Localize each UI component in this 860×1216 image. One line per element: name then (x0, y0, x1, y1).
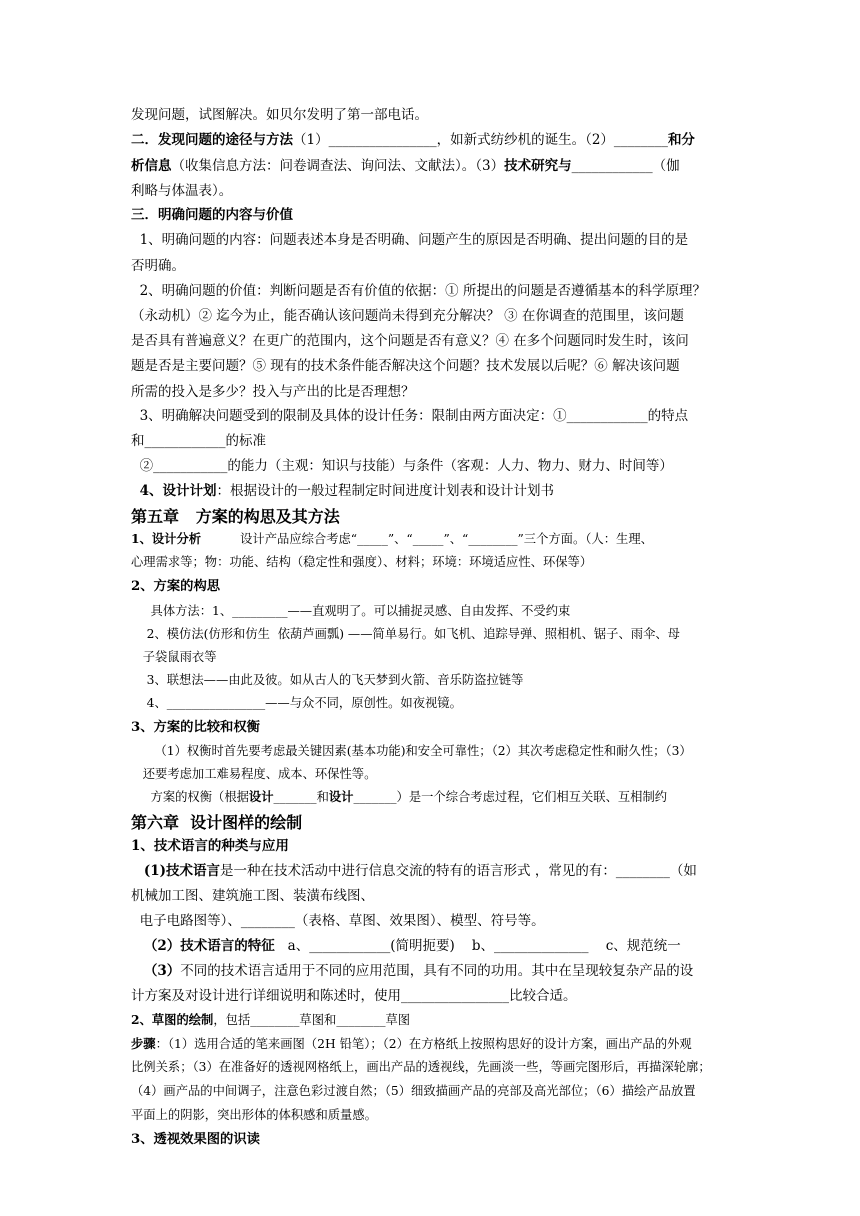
text-run: 电子电路图等）、________（表格、草图、效果图）、模型、符号等。 (131, 913, 545, 929)
text-line (131, 865, 697, 879)
text-run: 发现问题，试图解决。如贝尔发明了第一部电话。 (131, 107, 428, 123)
bold-text: 步骤 (131, 1036, 156, 1051)
text-line (131, 628, 680, 640)
text-line (131, 460, 673, 474)
text-line (131, 674, 523, 686)
bold-text: 二．发现问题的途径与方法 (131, 132, 293, 148)
text-run: 是一种在技术活动中进行信息交流的特有的语言形式 ，常见的有：________（如 (220, 863, 697, 879)
text-line (131, 1085, 696, 1097)
text-line (131, 185, 232, 199)
text-run: 设计产品应综合考虑“_____”、“_____”、“________”三个方面。（人：生理、 (201, 532, 653, 546)
text-run: 2、模仿法(仿形和仿生 依葫芦画瓢) ——简单易行。如飞机、追踪导弹、照相机、锯子、雨伞、母 (131, 627, 680, 641)
text-line (131, 386, 415, 400)
text-run: 4、________________——与众不同，原创性。如夜视镜。 (131, 696, 462, 710)
text-run: 比例关系；（3）在准备好的透视网格纸上，画出产品的透视线，先画淡一些，等画完图形后，再描深轮廓； (131, 1060, 711, 1074)
bold-text: （2）技术语言的特征 (143, 938, 275, 954)
text-line (131, 260, 185, 274)
text-run: 3、透视效果图的识读 (131, 1132, 260, 1147)
bold-text: （3） (143, 963, 181, 979)
text-line (131, 435, 266, 449)
section-heading (131, 721, 260, 734)
text-line (131, 791, 667, 803)
section-heading (131, 509, 340, 525)
text-run: （1）权衡时首先要考虑最关键因素(基本功能)和安全可靠性；（2）其次考虑稳定性和耐久性；（3） (131, 744, 692, 758)
text-run: 3、联想法——由此及彼。如从古人的飞天梦到火箭、音乐防盗拉链等 (131, 673, 524, 687)
text-run: 和____________的标准 (131, 433, 266, 449)
text-line (131, 234, 688, 248)
text-run: ②___________的能力（主观：知识与技能）与条件（客观：人力、物力、财力、时间等） (131, 458, 673, 474)
text-run: （收集信息方法：问卷调查法、询问法、文献法）。（3） (171, 158, 505, 174)
bold-text: 4、设计计划 (139, 483, 217, 499)
text-run: 3、方案的比较和权衡 (131, 720, 260, 735)
text-run (131, 483, 140, 499)
text-line (131, 556, 592, 568)
bold-text: 和分 (667, 132, 695, 148)
text-line (131, 533, 653, 545)
text-line (131, 1109, 377, 1121)
text-line (131, 697, 462, 709)
text-run: _______）是一个综合考虑过程，它们相互关联、互相制约 (353, 790, 668, 804)
text-run: （4）画产品的中间调子，注意色彩过渡自然；（5）细致描画产品的亮部及高光部位；（6）描绘产品放置 (131, 1084, 696, 1098)
text-run (131, 938, 144, 954)
text-line (131, 285, 706, 299)
text-run: 题是否是主要问题？⑤ 现有的技术条件能否解决这个问题？技术发展以后呢？⑥ 解决该问题 (131, 358, 680, 374)
text-run: （1）________________，如新式纺纱机的诞生。（2）________ (293, 132, 668, 148)
text-run: 机械加工图、建筑施工图、装潢布线图、 (131, 888, 374, 904)
text-run: 3、明确解决问题受到的限制及具体的设计任务：限制由两方面决定：①____________的特点 (131, 408, 689, 424)
text-run: ：（1）选用合适的笔来画图（2H 铅笔）；（2）在方格纸上按照构思好的设计方案，画出产品的外观 (155, 1037, 692, 1051)
text-run: ，包括________草图和________草图 (213, 1013, 411, 1027)
text-run: 第五章 方案的构思及其方法 (131, 507, 340, 526)
text-run: _______和 (273, 790, 329, 804)
text-run: 平面上的阴影，突出形体的体积感和质量感。 (131, 1108, 377, 1122)
bold-text: 析信息 (131, 158, 172, 174)
bold-text: (1)技术语言 (143, 863, 221, 879)
text-line (131, 109, 428, 123)
section-heading (131, 815, 302, 831)
text-line (131, 965, 693, 979)
text-run: 不同的技术语言适用于不同的应用范围，具有不同的功用。其中在呈现较复杂产品的设 (180, 963, 694, 979)
text-run: 否明确。 (131, 258, 185, 274)
text-line (131, 160, 680, 174)
text-line (131, 768, 376, 780)
text-run (131, 863, 144, 879)
text-run (131, 963, 144, 979)
text-run: 具体方法：1、_________——直观明了。可以捕捉灵感、自由发挥、不受约束 (131, 604, 571, 618)
text-run: （永动机）② 迄今为止，能否确认该问题尚未得到充分解决？ ③ 在你调查的范围里，该问题 (131, 308, 684, 324)
bold-text: 2、草图的绘制 (131, 1012, 214, 1027)
text-run: 第六章 设计图样的绘制 (131, 813, 303, 832)
text-run: 1、明确问题的内容：问题表述本身是否明确、问题产生的原因是否明确、提出问题的目的是 (131, 232, 689, 248)
text-line (131, 410, 688, 424)
text-line (131, 310, 684, 324)
text-line (131, 890, 374, 904)
text-run: 计方案及对设计进行详细说明和陈述时，使用________________比较合适。 (131, 988, 577, 1004)
bold-text: 1、设计分析 (131, 531, 202, 546)
text-line (131, 651, 217, 663)
text-line (131, 134, 695, 148)
text-run: 2、方案的构思 (131, 579, 221, 594)
text-line (131, 209, 293, 223)
text-run: 还要考虑加工难易程度、成本、环保性等。 (131, 767, 377, 781)
bold-text: 设计 (248, 789, 274, 804)
text-run: 子袋鼠雨衣等 (131, 650, 217, 664)
text-line (131, 485, 554, 499)
text-run: 2、明确问题的价值：判断问题是否有价值的依据：① 所提出的问题是否遵循基本的科学原理？ (131, 283, 706, 299)
bold-text: 设计 (328, 789, 354, 804)
text-run: ：根据设计的一般过程制定时间进度计划表和设计计划书 (216, 483, 554, 499)
text-run: a、____________(简明扼要) b、______________ c、规范统一 (274, 938, 681, 954)
bold-text: 三．明确问题的内容与价值 (131, 207, 293, 223)
text-line (131, 1014, 410, 1026)
text-line (131, 940, 681, 954)
text-line (131, 745, 692, 757)
bold-text: 1、技术语言的种类与应用 (131, 838, 289, 854)
text-run: 方案的权衡（根据 (131, 790, 249, 804)
text-run: 所需的投入是多少？投入与产出的比是否理想？ (131, 384, 415, 400)
text-run: 心理需求等；物：功能、结构（稳定性和强度）、材料；环境：环境适应性、环保等） (131, 555, 593, 569)
text-run: 利略与体温表）。 (131, 183, 233, 199)
text-line (131, 335, 689, 349)
text-line (131, 840, 289, 854)
section-heading (131, 1133, 260, 1146)
text-run: ____________（伽 (571, 158, 680, 174)
text-line (131, 360, 680, 374)
text-line (131, 915, 545, 929)
text-line (131, 990, 577, 1004)
text-line (131, 1061, 711, 1073)
section-heading (131, 580, 220, 593)
text-line (131, 1038, 692, 1050)
bold-text: 技术研究与 (504, 158, 572, 174)
text-run: 是否具有普遍意义？在更广的范围内，这个问题是否有意义？④ 在多个问题同时发生时，该问 (131, 333, 689, 349)
text-line (131, 605, 570, 617)
